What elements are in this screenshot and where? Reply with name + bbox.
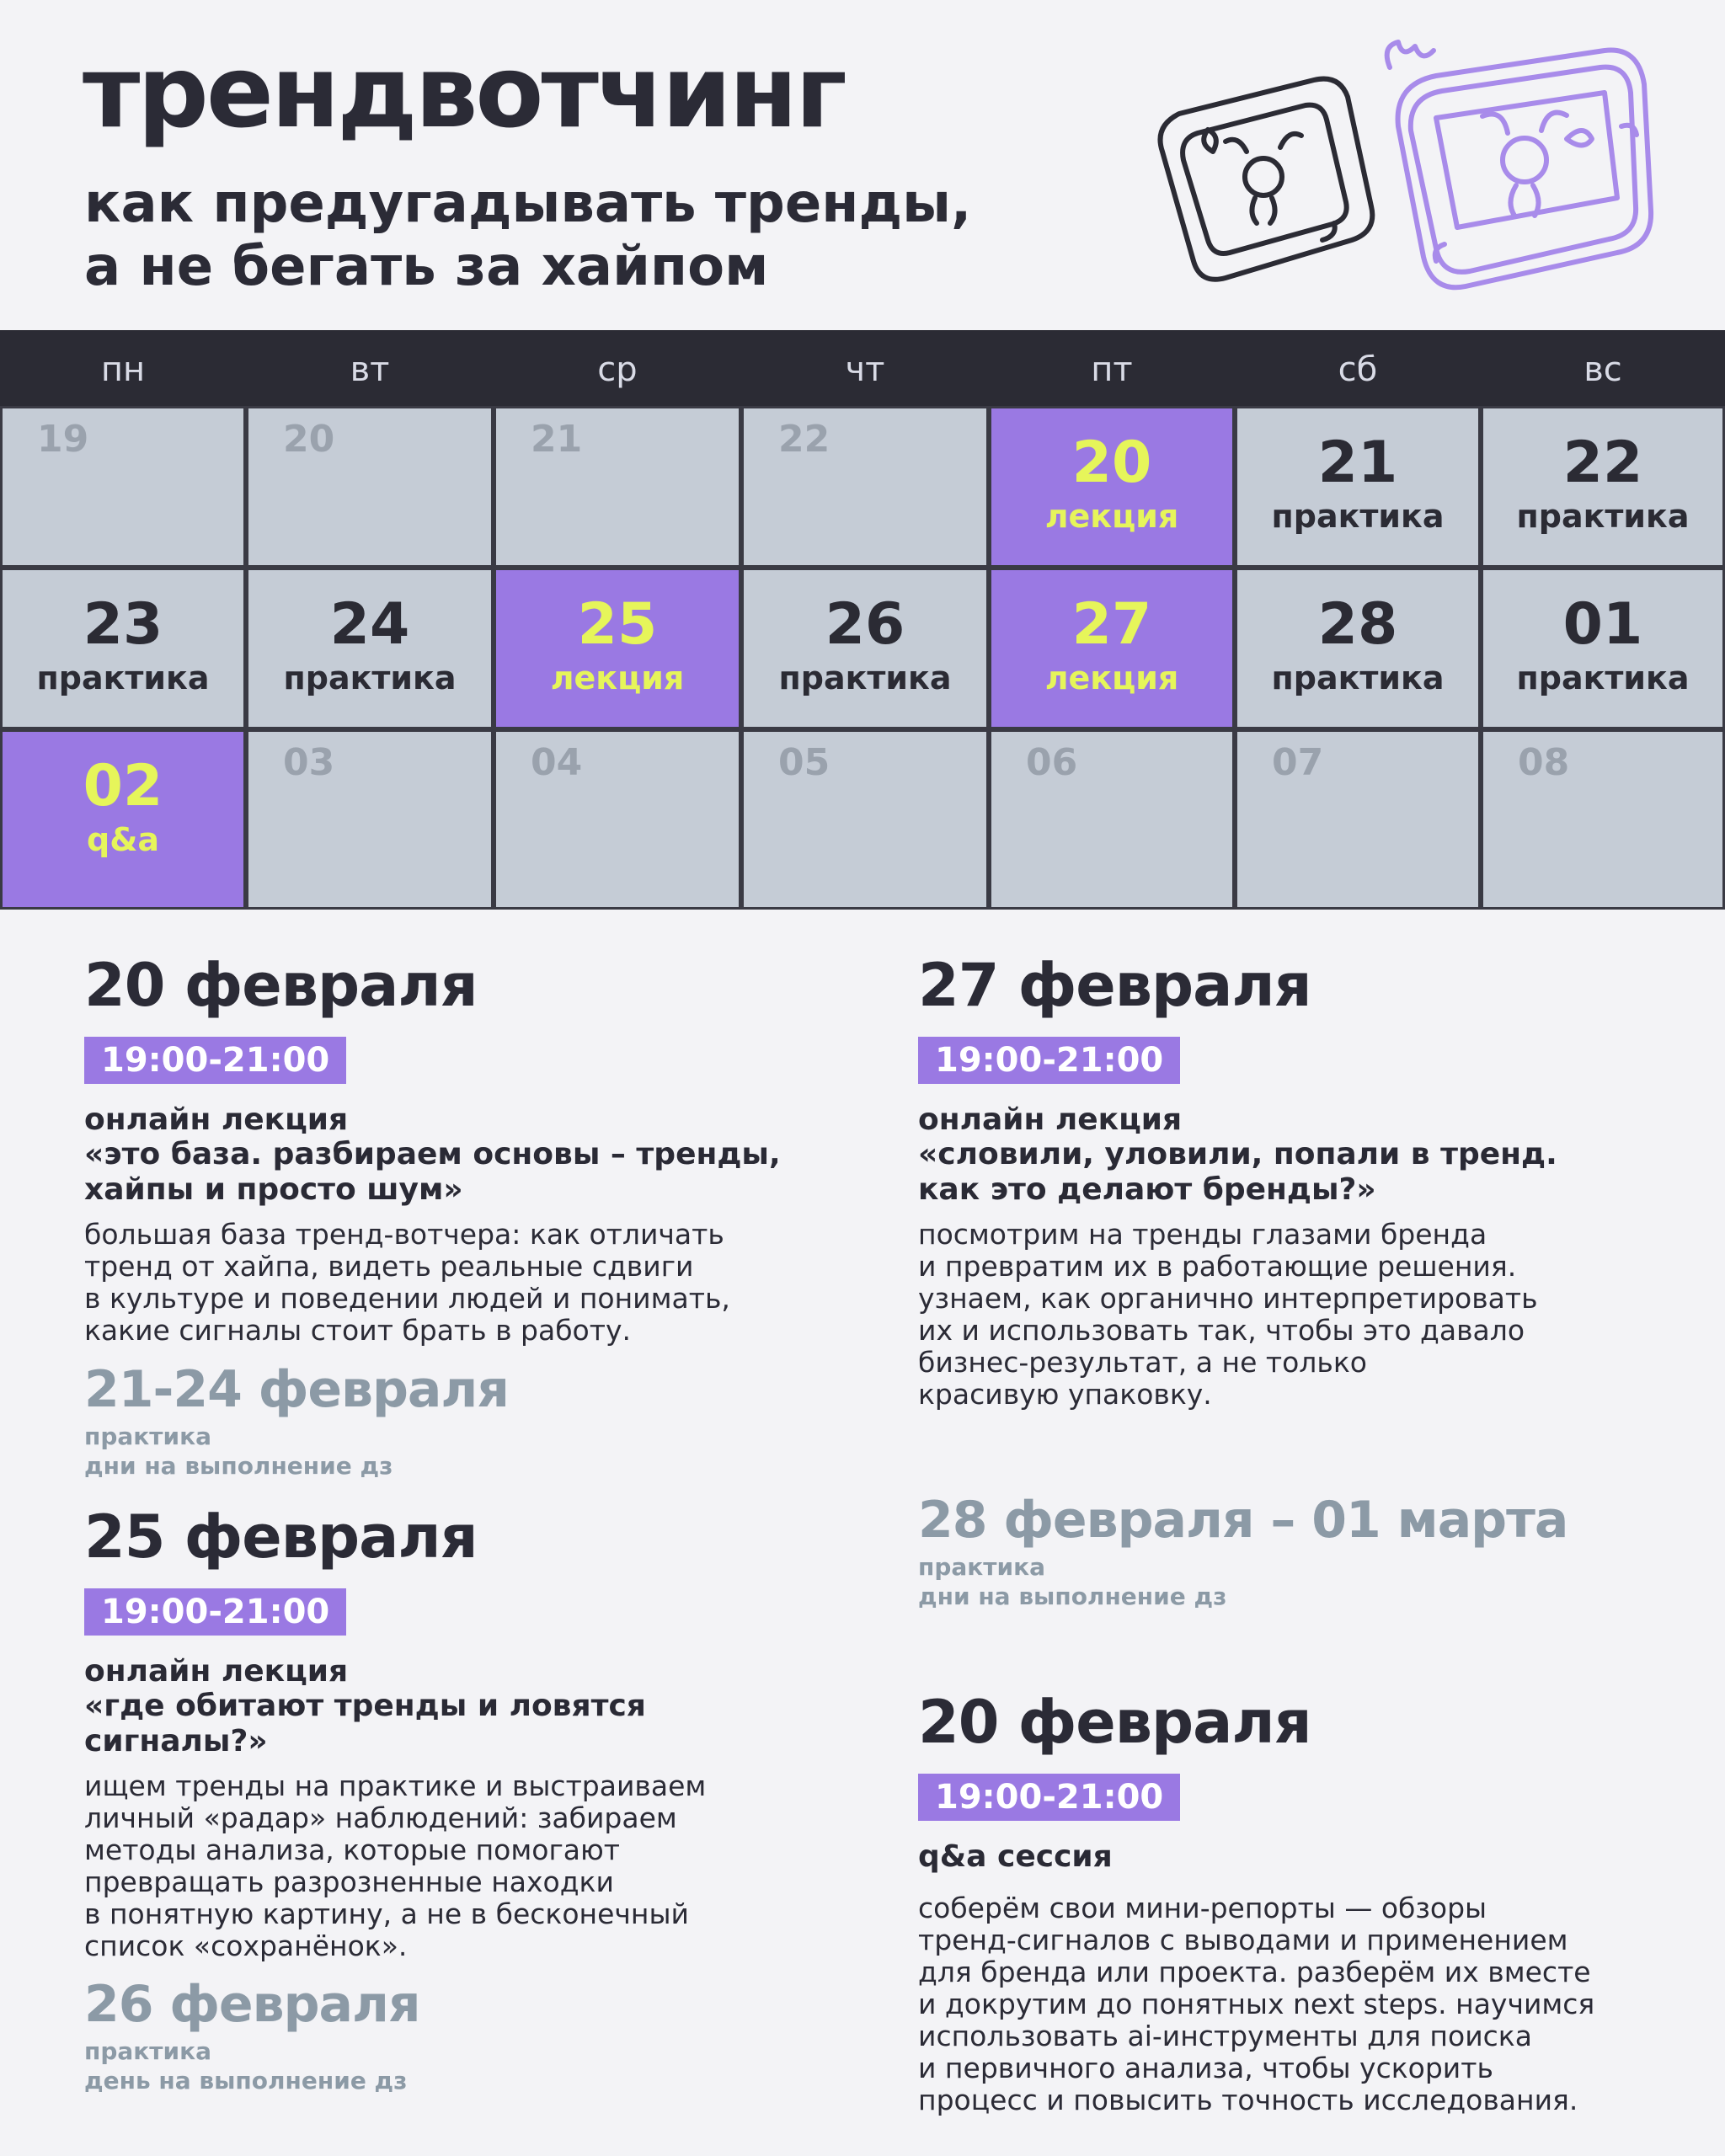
practice-label: практика	[918, 1553, 1046, 1581]
event-date: 20 февраля	[918, 1688, 1311, 1757]
subtitle-line-1: как предугадывать тренды,	[84, 173, 972, 235]
weekday-header: пт	[1091, 350, 1133, 389]
day-number: 06	[1026, 741, 1078, 784]
time-badge: 19:00-21:00	[918, 1037, 1180, 1084]
day-activity-label: практика	[1271, 659, 1445, 696]
weekday-header: вс	[1583, 350, 1622, 389]
practice-date: 21-24 февраля	[84, 1360, 509, 1419]
event-topic-line-1: «словили, уловили, попали в тренд.	[918, 1137, 1557, 1172]
day-activity-label: практика	[283, 659, 457, 696]
day-number: 22	[1562, 430, 1643, 496]
practice-date: 26 февраля	[84, 1975, 420, 2034]
event-description: соберём свои мини-репорты — обзоры тренд-сигналов с выводами и применением для бренда или проекта. разберём их вместе и докрутим до понятных next steps. научимся использовать ai-инструменты для поиска и первичного анализа, чтобы ускорить процесс и повысить точность исследования.	[918, 1892, 1595, 2117]
subtitle-line-2: а не бегать за хайпом	[84, 236, 769, 298]
calendar-day-cell	[246, 568, 494, 729]
calendar-day-cell	[1235, 568, 1481, 729]
event-kind: q&a сессия	[918, 1839, 1113, 1874]
time-badge: 19:00-21:00	[918, 1774, 1180, 1821]
weekday-header: чт	[845, 350, 885, 389]
calendar-day-cell	[1235, 729, 1481, 910]
calendar-day-cell	[1481, 406, 1725, 568]
day-activity-label: практика	[1271, 498, 1445, 535]
calendar-day-cell	[494, 406, 741, 568]
calendar-day-cell	[246, 729, 494, 910]
day-number: 04	[531, 741, 583, 784]
day-number: 20	[283, 418, 335, 461]
weekday-header: вт	[350, 350, 390, 389]
event-feb28-mar01-practice	[918, 1491, 1693, 1611]
time-badge: 19:00-21:00	[84, 1588, 346, 1636]
day-number: 02	[83, 753, 163, 819]
event-date: 27 февраля	[918, 951, 1311, 1020]
time-badge: 19:00-21:00	[84, 1037, 346, 1084]
day-activity-label: лекция	[550, 659, 685, 696]
calendar-day-cell	[741, 406, 989, 568]
day-number: 19	[37, 418, 89, 461]
event-date: 20 февраля	[84, 951, 478, 1020]
event-qa-session	[918, 1688, 1693, 2117]
practice-label: практика	[84, 1422, 212, 1450]
calendar-day-cell	[1481, 729, 1725, 910]
day-activity-label: лекция	[1044, 659, 1179, 696]
day-number: 25	[577, 591, 658, 658]
event-description: ищем тренды на практике и выстраиваем личный «радар» наблюдений: забираем методы анализа, которые помогают превращать разрозненные находки в понятную картину, а не в бесконечный список «сохранёнок».	[84, 1769, 707, 1962]
day-number: 28	[1317, 591, 1398, 658]
weekday-header: сб	[1338, 350, 1378, 389]
practice-note: день на выполнение дз	[84, 2067, 408, 2095]
day-activity-label: практика	[36, 659, 210, 696]
event-kind: онлайн лекция	[918, 1102, 1183, 1137]
day-number: 07	[1272, 741, 1324, 784]
calendar-day-cell	[989, 406, 1235, 568]
event-topic-line-2: как это делают бренды?»	[918, 1171, 1376, 1207]
practice-note: дни на выполнение дз	[84, 1452, 393, 1480]
event-kind: онлайн лекция	[84, 1102, 349, 1137]
day-number: 21	[1317, 430, 1398, 496]
calendar-day-cell	[989, 729, 1235, 910]
event-feb25-lecture	[84, 1502, 842, 1962]
event-feb27-lecture	[918, 951, 1693, 1411]
day-number: 08	[1518, 741, 1570, 784]
day-activity-label: практика	[1516, 659, 1690, 696]
event-feb26-practice	[84, 1975, 842, 2095]
day-activity-label: практика	[778, 659, 952, 696]
event-topic-line-1: «где обитают тренды и ловятся	[84, 1689, 646, 1724]
calendar-day-cell	[0, 568, 246, 729]
day-activity-label: q&a	[87, 821, 159, 858]
practice-note: дни на выполнение дз	[918, 1582, 1227, 1610]
day-activity-label: практика	[1516, 498, 1690, 535]
event-feb20-lecture	[84, 951, 842, 1347]
calendar-day-cell	[494, 729, 741, 910]
calendar-day-cell	[741, 729, 989, 910]
calendar-day-cell	[989, 568, 1235, 729]
page-title: трендвотчинг	[83, 34, 845, 150]
day-number: 21	[531, 418, 583, 461]
day-number: 20	[1071, 430, 1152, 496]
calendar-day-cell	[1481, 568, 1725, 729]
event-date: 25 февраля	[84, 1502, 478, 1572]
calendar-day-cell	[0, 729, 246, 910]
practice-label: практика	[84, 2037, 212, 2065]
calendar-day-cell	[0, 406, 246, 568]
day-number: 05	[778, 741, 830, 784]
event-topic-line-1: «это база. разбираем основы – тренды,	[84, 1137, 781, 1172]
event-topic-line-2: сигналы?»	[84, 1723, 268, 1758]
event-feb21-24-practice	[84, 1360, 842, 1481]
calendar-day-cell	[494, 568, 741, 729]
event-topic-line-2: хайпы и просто шум»	[84, 1171, 463, 1207]
day-number: 23	[83, 591, 163, 658]
day-activity-label: лекция	[1044, 498, 1179, 535]
event-kind: онлайн лекция	[84, 1654, 349, 1689]
day-number: 26	[825, 591, 905, 658]
calendar-day-cell	[741, 568, 989, 729]
calendar-grid	[0, 330, 1725, 910]
phones-doodle-illustration	[1146, 25, 1668, 312]
event-description: посмотрим на тренды глазами бренда и превратим их в работающие решения. узнаем, как органично интерпретировать их и использовать так, чтобы это давало бизнес-результат, а не только красивую упаковку.	[918, 1218, 1538, 1411]
day-number: 03	[283, 741, 335, 784]
calendar-day-cell	[246, 406, 494, 568]
day-number: 27	[1071, 591, 1152, 658]
event-description: большая база тренд-вотчера: как отличать тренд от хайпа, видеть реальные сдвиги в культуре и поведении людей и понимать, какие сигналы стоит брать в работу.	[84, 1218, 730, 1347]
weekday-header: ср	[597, 350, 638, 389]
weekday-header: пн	[100, 350, 146, 389]
practice-date: 28 февраля – 01 марта	[918, 1491, 1568, 1550]
calendar-day-cell	[1235, 406, 1481, 568]
day-number: 01	[1562, 591, 1643, 658]
day-number: 24	[329, 591, 410, 658]
day-number: 22	[778, 418, 830, 461]
